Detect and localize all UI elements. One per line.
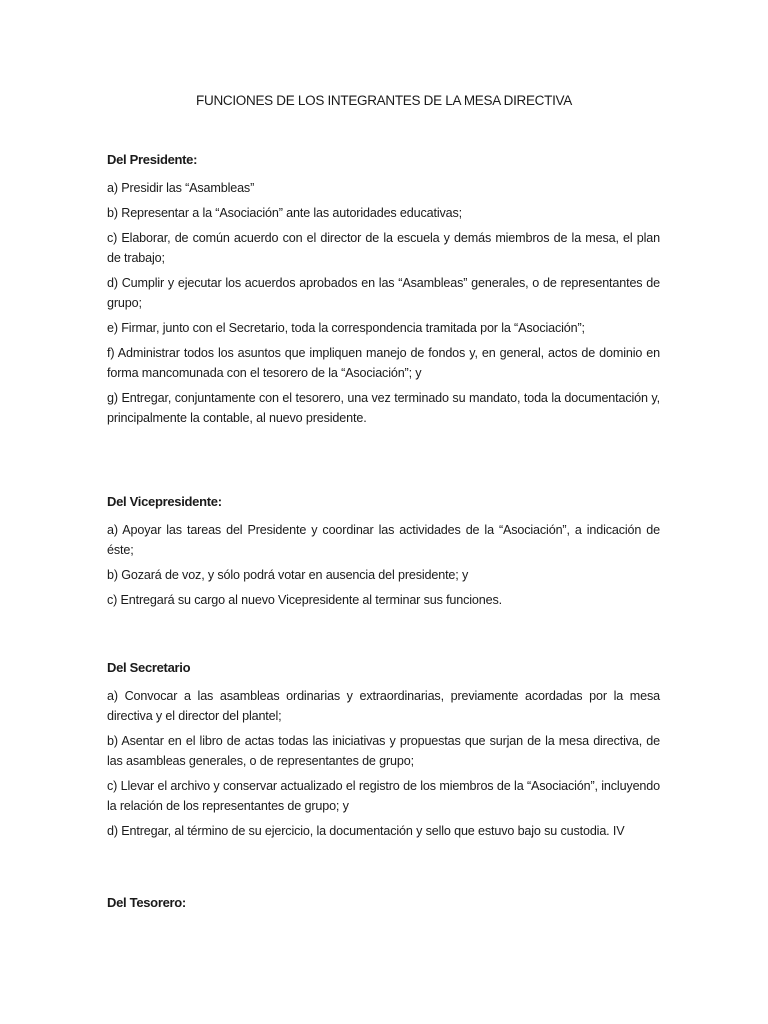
section-secretario bbox=[107, 659, 660, 846]
list-item: a) Presidir las “Asambleas” bbox=[107, 181, 255, 195]
list-item: d) Entregar, al término de su ejercicio, la documentación y sello que estuvo bajo su custodia. IV bbox=[107, 824, 625, 838]
section-heading: Del Secretario bbox=[107, 660, 191, 675]
section-tesorero bbox=[107, 894, 660, 921]
section-heading: Del Tesorero: bbox=[107, 895, 186, 910]
section-heading: Del Vicepresidente: bbox=[107, 494, 222, 509]
list-item: a) Convocar a las asambleas ordinarias y extraordinarias, previamente acordadas por la mesa directiva y el director del plantel; bbox=[107, 689, 660, 723]
list-item: c) Elaborar, de común acuerdo con el director de la escuela y demás miembros de la mesa, el plan de trabajo; bbox=[107, 231, 660, 265]
list-item: c) Llevar el archivo y conservar actualizado el registro de los miembros de la “Asociación”, incluyendo la relación de los representantes de grupo; y bbox=[107, 779, 660, 813]
list-item: e) Firmar, junto con el Secretario, toda la correspondencia tramitada por la “Asociación”; bbox=[107, 321, 585, 335]
list-item: g) Entregar, conjuntamente con el tesorero, una vez terminado su mandato, toda la documentación y, principalmente la contable, al nuevo presidente. bbox=[107, 391, 660, 425]
list-item: b) Gozará de voz, y sólo podrá votar en ausencia del presidente; y bbox=[107, 568, 469, 582]
section-vicepresidente bbox=[107, 493, 660, 615]
list-item: a) Apoyar las tareas del Presidente y coordinar las actividades de la “Asociación”, a indicación de éste; bbox=[107, 523, 660, 557]
list-item: f) Administrar todos los asuntos que impliquen manejo de fondos y, en general, actos de dominio en forma mancomunada con el tesorero de la “Asociación”; y bbox=[107, 346, 660, 380]
document-title: FUNCIONES DE LOS INTEGRANTES DE LA MESA DIRECTIVA bbox=[196, 93, 572, 108]
list-item: b) Representar a la “Asociación” ante las autoridades educativas; bbox=[107, 206, 462, 220]
section-heading: Del Presidente: bbox=[107, 152, 198, 167]
list-item: b) Asentar en el libro de actas todas las iniciativas y propuestas que surjan de la mesa directiva, de las asambleas generales, o de representantes de grupo; bbox=[107, 734, 660, 768]
list-item: c) Entregará su cargo al nuevo Vicepresidente al terminar sus funciones. bbox=[107, 593, 502, 607]
section-presidente bbox=[107, 151, 660, 433]
list-item: d) Cumplir y ejecutar los acuerdos aprobados en las “Asambleas” generales, o de representantes de grupo; bbox=[107, 276, 660, 310]
